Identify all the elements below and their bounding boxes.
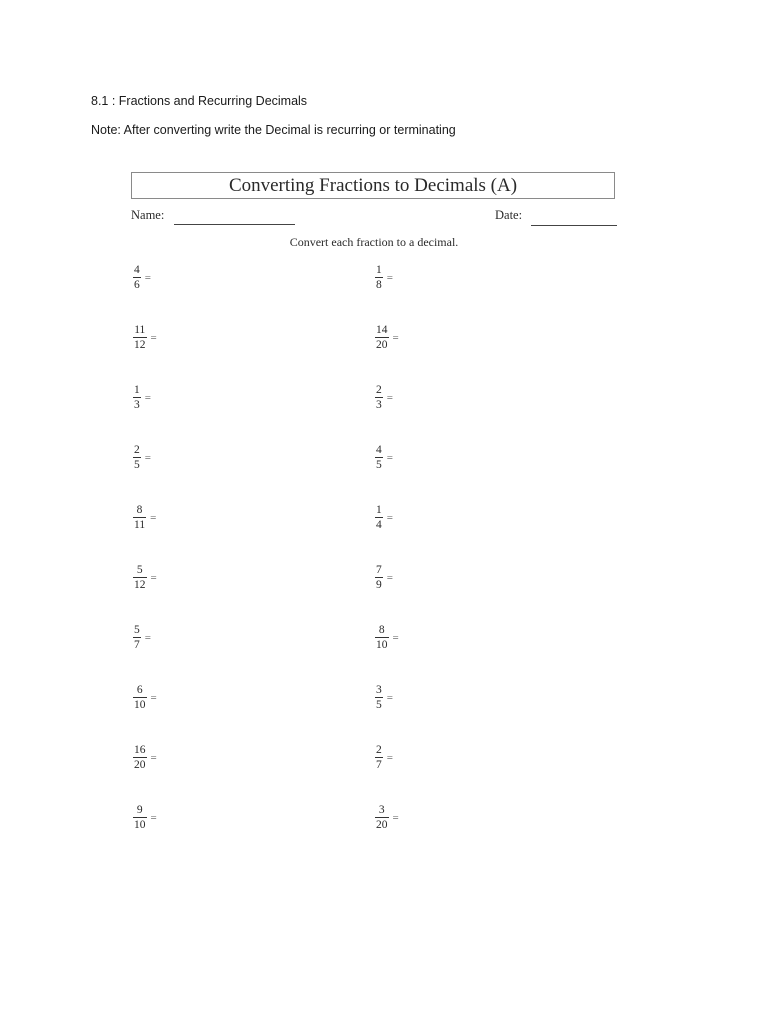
fraction-problem-left-1 — [133, 264, 151, 291]
worksheet — [131, 172, 617, 852]
equals-sign: = — [386, 511, 393, 524]
fraction-bar — [133, 817, 147, 818]
fraction-problem-right-10 — [375, 804, 399, 831]
fraction — [375, 384, 383, 411]
fraction — [375, 504, 383, 531]
fraction — [133, 684, 147, 711]
fraction-numerator: 11 — [134, 324, 146, 336]
equals-sign: = — [150, 331, 157, 344]
equals-sign: = — [392, 811, 399, 824]
fraction — [375, 684, 383, 711]
equals-sign: = — [386, 691, 393, 704]
equals-sign: = — [392, 331, 399, 344]
fraction-bar — [375, 457, 383, 458]
fraction-bar — [375, 397, 383, 398]
fraction — [375, 564, 383, 591]
fraction — [375, 744, 383, 771]
equals-sign: = — [386, 571, 393, 584]
fraction — [133, 564, 147, 591]
fraction-bar — [133, 397, 141, 398]
fraction-problem-right-6 — [375, 564, 393, 591]
fraction-denominator: 12 — [134, 579, 146, 591]
fraction-numerator: 1 — [376, 504, 382, 516]
fraction-bar — [375, 757, 383, 758]
fraction-denominator: 6 — [134, 279, 140, 291]
fraction — [375, 264, 383, 291]
fraction-denominator: 9 — [376, 579, 382, 591]
fraction — [133, 744, 147, 771]
fraction — [133, 384, 141, 411]
fraction-problem-left-8 — [133, 684, 157, 711]
fraction-problem-right-5 — [375, 504, 393, 531]
fraction — [133, 624, 141, 651]
fraction — [375, 804, 389, 831]
fraction-problem-left-2 — [133, 324, 157, 351]
equals-sign: = — [150, 691, 157, 704]
fraction — [133, 264, 141, 291]
equals-sign: = — [150, 511, 157, 524]
fraction-numerator: 5 — [136, 564, 143, 576]
fraction-denominator: 3 — [134, 399, 140, 411]
fraction-bar — [375, 277, 383, 278]
fraction-problem-right-1 — [375, 264, 393, 291]
fraction — [375, 324, 389, 351]
fraction-numerator: 4 — [376, 444, 382, 456]
fraction-denominator: 20 — [134, 759, 146, 771]
fraction-numerator: 2 — [376, 384, 382, 396]
fraction-problem-left-5 — [133, 504, 156, 531]
fraction-numerator: 16 — [134, 744, 146, 756]
fraction-problem-right-4 — [375, 444, 393, 471]
fraction — [133, 444, 141, 471]
fraction-numerator: 6 — [136, 684, 143, 696]
fraction-problem-right-7 — [375, 624, 399, 651]
fraction-numerator: 2 — [134, 444, 140, 456]
equals-sign: = — [150, 571, 157, 584]
fraction-denominator: 11 — [134, 519, 146, 531]
fraction-numerator: 4 — [134, 264, 140, 276]
fraction-denominator: 10 — [376, 639, 388, 651]
fraction-bar — [133, 697, 147, 698]
fraction-denominator: 12 — [134, 339, 146, 351]
equals-sign: = — [150, 751, 157, 764]
fraction-bar — [375, 637, 389, 638]
fraction — [133, 504, 146, 531]
fraction-numerator: 8 — [136, 504, 143, 516]
equals-sign: = — [386, 751, 393, 764]
fraction-numerator: 3 — [378, 804, 385, 816]
equals-sign: = — [386, 271, 393, 284]
fraction-numerator: 5 — [134, 624, 140, 636]
fraction-denominator: 10 — [134, 699, 146, 711]
fraction-numerator: 9 — [136, 804, 143, 816]
fraction-bar — [133, 337, 147, 338]
fraction-problem-left-6 — [133, 564, 157, 591]
equals-sign: = — [392, 631, 399, 644]
equals-sign: = — [386, 451, 393, 464]
equals-sign: = — [144, 451, 151, 464]
fraction-problem-left-9 — [133, 744, 157, 771]
name-label: Name: — [131, 208, 165, 222]
fraction-bar — [375, 337, 389, 338]
equals-sign: = — [386, 391, 393, 404]
fraction-numerator: 1 — [134, 384, 140, 396]
fraction-bar — [133, 577, 147, 578]
fraction-problem-left-7 — [133, 624, 151, 651]
fraction-bar — [375, 817, 389, 818]
fraction-denominator: 8 — [376, 279, 382, 291]
date-label: Date: — [495, 208, 523, 222]
fraction-problem-right-3 — [375, 384, 393, 411]
worksheet-instruction: Convert each fraction to a decimal. — [289, 235, 459, 249]
fraction-numerator: 7 — [376, 564, 382, 576]
fraction-bar — [133, 757, 147, 758]
fraction-bar — [133, 517, 146, 518]
equals-sign: = — [150, 811, 157, 824]
equals-sign: = — [144, 391, 151, 404]
fraction — [133, 324, 147, 351]
fraction — [375, 624, 389, 651]
fraction-denominator: 7 — [376, 759, 382, 771]
fraction-numerator: 14 — [376, 324, 388, 336]
fraction-denominator: 5 — [376, 459, 382, 471]
fraction-numerator: 2 — [376, 744, 382, 756]
fraction-numerator: 8 — [378, 624, 385, 636]
fraction-bar — [375, 577, 383, 578]
fraction-denominator: 5 — [376, 699, 382, 711]
fraction-problem-left-4 — [133, 444, 151, 471]
fraction-denominator: 10 — [134, 819, 146, 831]
fraction-bar — [375, 517, 383, 518]
equals-sign: = — [144, 271, 151, 284]
equals-sign: = — [144, 631, 151, 644]
fraction-denominator: 4 — [376, 519, 382, 531]
fraction-denominator: 5 — [134, 459, 140, 471]
fraction-problem-left-3 — [133, 384, 151, 411]
section-heading: 8.1 : Fractions and Recurring Decimals — [91, 94, 308, 108]
fraction-problem-left-10 — [133, 804, 157, 831]
name-blank-line — [174, 224, 295, 225]
fraction — [375, 444, 383, 471]
fraction-bar — [133, 637, 141, 638]
fraction-bar — [375, 697, 383, 698]
fraction-bar — [133, 277, 141, 278]
date-blank-line — [531, 225, 617, 226]
fraction-numerator: 1 — [376, 264, 382, 276]
fraction — [133, 804, 147, 831]
fraction-denominator: 7 — [134, 639, 140, 651]
fraction-problem-right-2 — [375, 324, 399, 351]
fraction-bar — [133, 457, 141, 458]
fraction-denominator: 20 — [376, 339, 388, 351]
fraction-numerator: 3 — [376, 684, 382, 696]
section-note: Note: After converting write the Decimal is recurring or terminating — [91, 123, 456, 137]
fraction-denominator: 3 — [376, 399, 382, 411]
worksheet-title: Converting Fractions to Decimals (A) — [131, 172, 615, 199]
fraction-denominator: 20 — [376, 819, 388, 831]
fraction-problem-right-8 — [375, 684, 393, 711]
fraction-problem-right-9 — [375, 744, 393, 771]
